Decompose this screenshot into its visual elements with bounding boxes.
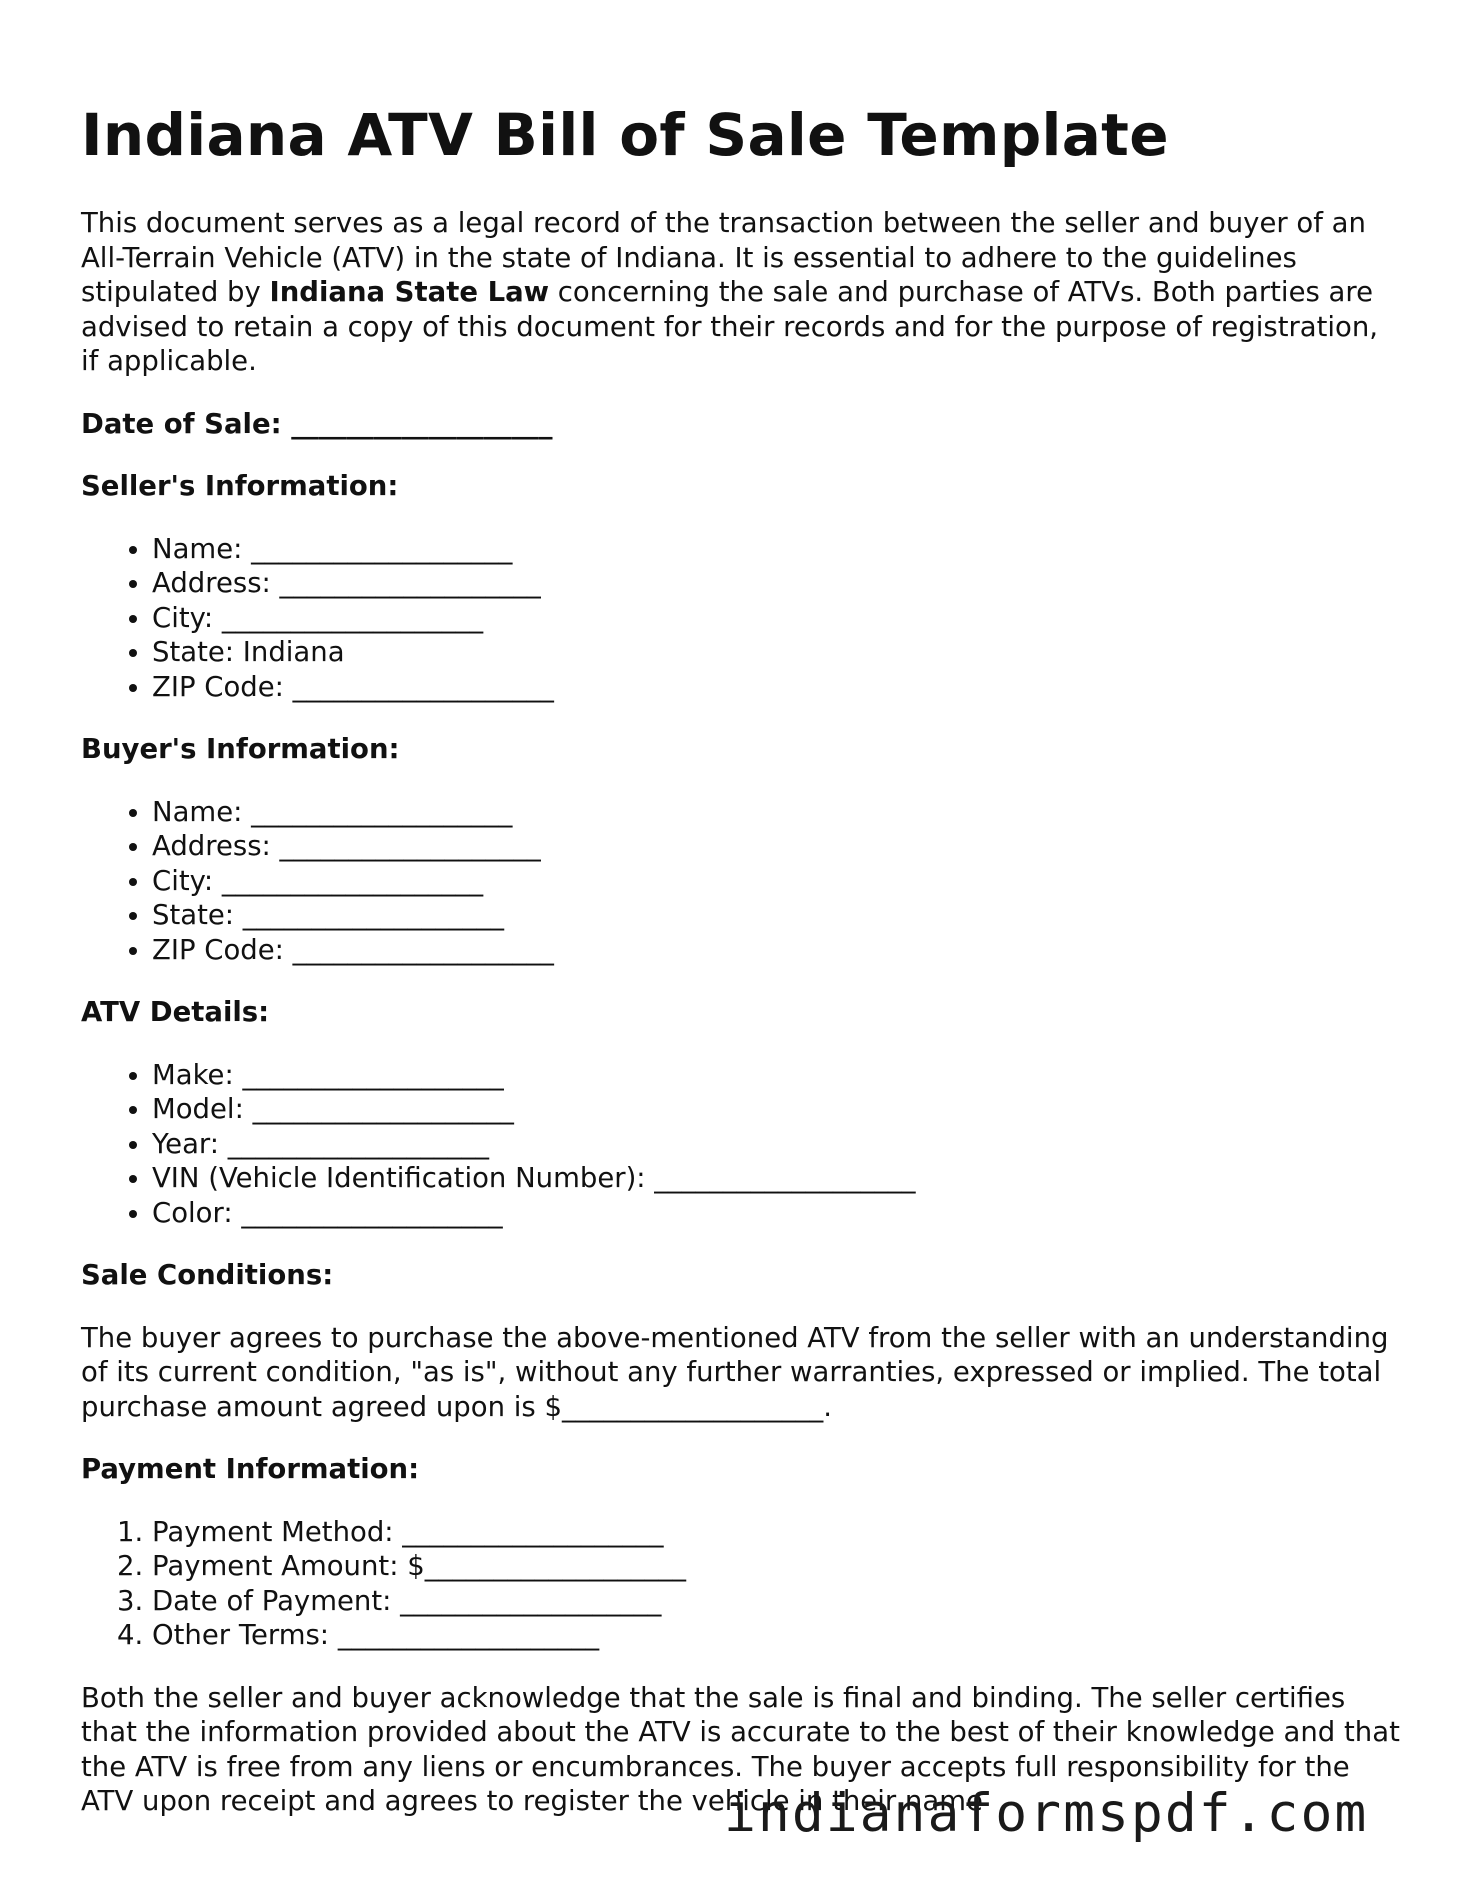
buyer-address: • Address: ___________________ <box>152 829 1401 864</box>
seller-list <box>81 532 1401 705</box>
payment-other-terms: 4. Other Terms: ___________________ <box>152 1618 1401 1653</box>
conditions-heading: Sale Conditions: <box>81 1259 334 1291</box>
atv-vin: • VIN (Vehicle Identification Number): ___________________ <box>152 1161 1401 1196</box>
payment-list <box>81 1515 1401 1653</box>
seller-address: • Address: ___________________ <box>152 566 1401 601</box>
page-title: Indiana ATV Bill of Sale Template <box>81 101 1169 169</box>
buyer-city: • City: ___________________ <box>152 864 1401 899</box>
buyer-name: • Name: ___________________ <box>152 795 1401 830</box>
atv-make: • Make: ___________________ <box>152 1058 1401 1093</box>
conditions-paragraph: The buyer agrees to purchase the above-mentioned ATV from the seller with an understanding of its current condition, "as is", without any further warranties, expressed or implied. The total purchase amount agreed upon is $___________________. <box>81 1321 1389 1423</box>
closing-paragraph: Both the seller and buyer acknowledge that the sale is final and binding. The seller certifies that the information provided about the ATV is accurate to the best of their knowledge and that the ATV is free from any liens or encumbrances. The buyer accepts full responsibility for the ATV upon receipt and agrees to register the vehicle in their name <box>81 1681 1400 1817</box>
atv-color: • Color: ___________________ <box>152 1196 1401 1231</box>
seller-state: • State: Indiana <box>152 635 1401 670</box>
buyer-heading: Buyer's Information: <box>81 733 400 765</box>
intro-paragraph <box>81 206 1401 379</box>
intro-text-2: concerning the sale and purchase of ATVs. Both parties are advised to retain a copy of this document for their records and for the purpose of registration, if applicable. <box>81 276 1379 377</box>
payment-method: 1. Payment Method: ___________________ <box>152 1515 1401 1550</box>
intro-bold-law: Indiana State Law <box>269 276 550 308</box>
document-page <box>81 0 1401 1819</box>
seller-heading: Seller's Information: <box>81 470 399 502</box>
date-of-sale <box>81 407 1401 442</box>
seller-zip: • ZIP Code: ___________________ <box>152 670 1401 705</box>
date-of-sale-blank: ___________________ <box>291 407 553 440</box>
atv-heading: ATV Details: <box>81 996 270 1028</box>
atv-year: • Year: ___________________ <box>152 1127 1401 1162</box>
atv-model: • Model: ___________________ <box>152 1092 1401 1127</box>
date-of-sale-label: Date of Sale: <box>81 407 292 440</box>
buyer-state: • State: ___________________ <box>152 898 1401 933</box>
buyer-zip: • ZIP Code: ___________________ <box>152 933 1401 968</box>
intro-text-1: This document serves as a legal record of the transaction between the seller and buyer of an All-Terrain Vehicle (ATV) in the state of Indiana. It is essential to adhere to the guidelines stipulated by <box>81 207 1366 308</box>
payment-date: 3. Date of Payment: ___________________ <box>152 1584 1401 1619</box>
atv-list <box>81 1058 1401 1231</box>
payment-heading: Payment Information: <box>81 1453 420 1485</box>
seller-city: • City: ___________________ <box>152 601 1401 636</box>
buyer-list <box>81 795 1401 968</box>
watermark-text: indianaformspdf.com <box>724 1783 1369 1844</box>
seller-name: • Name: ___________________ <box>152 532 1401 567</box>
payment-amount: 2. Payment Amount: $___________________ <box>152 1549 1401 1584</box>
